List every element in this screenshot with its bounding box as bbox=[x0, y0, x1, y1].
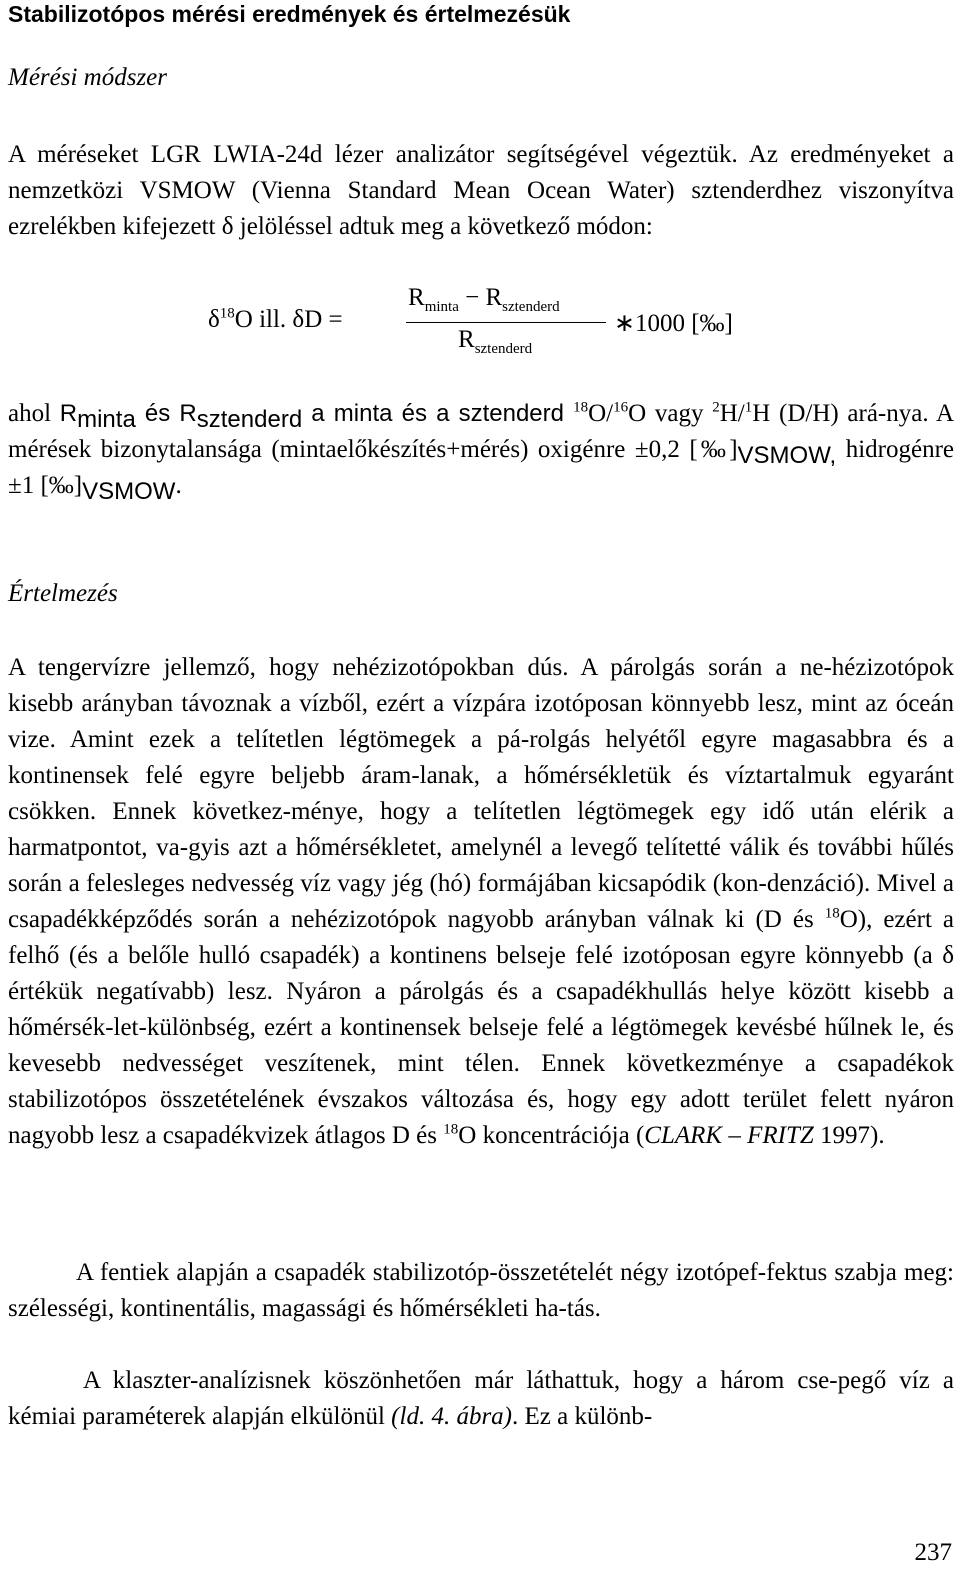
page-number: 237 bbox=[914, 1539, 952, 1566]
interpretation-paragraph-2: A fentiek alapján a csapadék stabilizotóp-összetételét négy izotópef-fektus szabja meg: szélességi, kontinentális, magassági és hőmérsékleti ha-tás. bbox=[8, 1259, 954, 1322]
citation-authors: CLARK – FRITZ bbox=[644, 1122, 814, 1149]
section-heading-interpretation: Értelmezés bbox=[8, 580, 118, 607]
formula-denominator: $R_{sztenderd}$ bbox=[458, 326, 533, 357]
delta-symbol: δ bbox=[221, 213, 234, 240]
ratio-definition-paragraph: ahol $R_{minta}$ és $R_{sztenderd}$ a minta és a sztenderd $^{18}$O/$^{16}$O vagy $^2$H/$^1$H (D/H) ará-nya. A mérések bizonytalansága (mintaelőkészítés+mérés) oxigénre ±0,2 $[‰]_{VSMOW,}$ hidrogénre ±1 $[‰]_{VSMOW}$. bbox=[8, 399, 954, 505]
method-paragraph bbox=[8, 137, 954, 245]
page-title: Stabilizotópos mérési eredmények és értelmezésük bbox=[8, 1, 571, 27]
method-text-a: A méréseket LGR LWIA-24d lézer analizátor segítségével végeztük. Az eredményeket a nemzetközi VSMOW (Vienna Standard Mean Ocean Water) sztenderdhez viszonyítva ezrelékben kifejezett bbox=[8, 141, 954, 240]
formula-rhs: ∗1000 [‰] bbox=[614, 310, 733, 337]
interpretation-paragraph-3: A klaszter-analízisnek köszönhetően már láthattuk, hogy a három cse-pegő víz a kémiai paraméterek alapján elkülönül (ld. 4. ábra). Ez a különb- bbox=[8, 1367, 954, 1430]
method-text-b: jelöléssel adtuk meg a következő módon: bbox=[233, 213, 653, 240]
formula-lhs: $\delta^{18}O$ ill. δD = bbox=[208, 305, 343, 333]
figure-reference: (ld. 4. ábra) bbox=[391, 1403, 512, 1430]
delta-formula bbox=[208, 284, 768, 374]
formula-numerator: $R_{minta} - R_{sztenderd}$ bbox=[408, 284, 560, 315]
interpretation-paragraph-1: A tengervízre jellemző, hogy nehézizotópokban dús. A párolgás során a ne-hézizotópok kisebb arányban távoznak a vízből, ezért a vízpára izotóposan könnyebb lesz, mint az óceán vize. Amint ezek a telítetlen légtömegek a pá-rolgás helyétől egyre magasabbra és a kontinensek felé egyre beljebb áram-lanak, a hőmérsékletük és víztartalmuk egyaránt csökken. Ennek következ-ménye, hogy a telítetlen légtömegek egy idő után elérik a harmatpontot, va-gyis azt a hőmérsékletet, amelynél a levegő telítetté válik és további hűlés során a felesleges nedvesség víz vagy jég (hó) formájában kicsapódik (kon-denzáció). Mivel a csapadékképződés során a nehézizotópok nagyobb arányban válnak ki (D és $^{18}$O), ezért a felhő (és a belőle hulló csapadék) a kontinens belseje felé izotóposan egyre könnyebb (a δ értékük negatívabb) lesz. Nyáron a párolgás és a csapadékhullás helye között kisebb a hőmérsék-let-különbség, ezért a kontinensek belseje felé a légtömegek kevésbé hűlnek le, és kevesebb nedvességet veszítenek, mint télen. Ennek következménye a csapadékok stabilizotópos összetételének évszakos változása és, hogy egy adott terület felett nyáron nagyobb lesz a csapadékvizek átlagos D és $^{18}$O koncentrációja (CLARK – FRITZ 1997). bbox=[8, 654, 954, 1149]
section-heading-method: Mérési módszer bbox=[8, 64, 168, 91]
fraction-bar bbox=[406, 322, 606, 323]
